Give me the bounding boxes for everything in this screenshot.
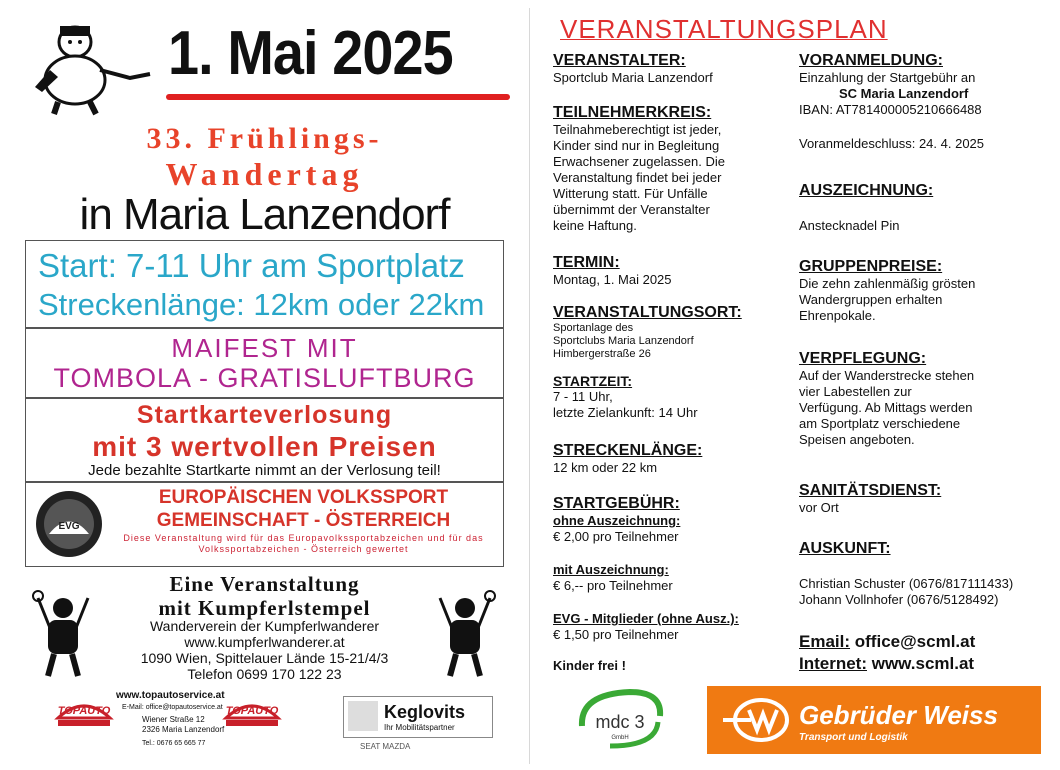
section-veranstalter — [553, 52, 783, 86]
topauto-street: Wiener Straße 12 — [142, 715, 205, 724]
section-verpflegung — [799, 350, 1039, 448]
car-brand-logos: SEAT MAZDA — [360, 742, 411, 751]
internet-label: Internet: — [799, 654, 867, 673]
voranmeldung-heading: VORANMELDUNG: — [799, 52, 943, 69]
topauto-city: 2326 Maria Lanzendorf — [142, 725, 225, 734]
town-title: in Maria Lanzendorf — [79, 190, 450, 239]
auszeichnung-text: Anstecknadel Pin — [799, 218, 900, 233]
mdc-logo-icon — [570, 686, 670, 752]
email-label: Email: — [799, 632, 851, 651]
veranstalter-text: Sportclub Maria Lanzendorf — [553, 70, 713, 85]
auskunft-contact: Christian Schuster (0676/817111433) — [799, 576, 1014, 591]
keglovits-tagline: Ihr Mobilitätspartner — [384, 723, 455, 732]
gruppen-line: Wandergruppen erhalten — [799, 292, 943, 307]
section-auszeichnung — [799, 182, 1039, 234]
section-termin — [553, 254, 783, 288]
page-divider — [529, 8, 530, 764]
email-line — [799, 632, 975, 652]
teilnehmer-line: übernimmt der Veranstalter — [553, 202, 710, 217]
raffle-line-1: Startkarteverlosung — [136, 401, 393, 429]
keglovits-name: Keglovits — [384, 702, 466, 722]
raffle-line-2: mit 3 wertvollen Preisen — [92, 431, 437, 462]
club-name: Wanderverein der Kumpferlwanderer — [149, 618, 380, 634]
edition-line-1: 33. Frühlings- — [146, 122, 383, 155]
gebuehr-heading: STARTGEBÜHR: — [553, 495, 680, 512]
internet-link[interactable]: www.scml.at — [871, 654, 975, 673]
keglovits-sponsor — [343, 696, 493, 738]
section-teilnehmerkreis — [553, 104, 783, 234]
gebrueder-weiss-tagline: Transport und Logistik — [799, 732, 908, 743]
section-gruppenpreise — [799, 258, 1039, 324]
voranmeldung-club: SC Maria Lanzendorf — [839, 86, 969, 101]
veranstalter-heading: VERANSTALTER: — [553, 52, 686, 69]
start-info-box — [25, 240, 504, 328]
maifest-line-1: MAIFEST MIT — [171, 333, 358, 363]
startzeit-heading: STARTZEIT: — [553, 373, 633, 389]
gebrueder-weiss-logo-icon — [721, 696, 791, 744]
sanitaet-text: vor Ort — [799, 500, 839, 515]
mit-auszeichnung-label: mit Auszeichnung: — [553, 562, 669, 577]
teilnehmer-line: keine Haftung. — [553, 218, 637, 233]
voranmeldung-text: Einzahlung der Startgebühr an — [799, 70, 976, 85]
evg-line-2: GEMEINSCHAFT - ÖSTERREICH — [156, 510, 451, 531]
teilnehmer-line: Veranstaltung findet bei jeder — [553, 170, 722, 185]
topauto-logo-icon — [54, 694, 114, 730]
gebrueder-weiss-sponsor — [707, 686, 1041, 754]
sanitaet-heading: SANITÄTSDIENST: — [799, 482, 942, 499]
section-kinder — [553, 658, 783, 674]
ort-line: Himbergerstraße 26 — [553, 348, 651, 360]
mdc-sub: GmbH — [611, 735, 629, 741]
club-address: 1090 Wien, Spittelauer Lände 15-21/4/3 — [140, 650, 389, 666]
plan-title: VERANSTALTUNGSPLAN — [560, 14, 888, 44]
raffle-box — [25, 398, 504, 482]
topauto-email: E-Mail: office@topautoservice.at — [122, 704, 223, 711]
section-auskunft — [799, 540, 1049, 608]
internet-line — [799, 654, 974, 674]
verpflegung-line: Speisen angeboten. — [799, 432, 915, 447]
section-evg-mitglieder — [553, 611, 783, 643]
iban-text: IBAN: AT781400005210666488 — [799, 102, 982, 117]
start-time-text: Start: 7-11 Uhr am Sportplatz — [38, 247, 465, 284]
mit-auszeichnung-price: € 6,-- pro Teilnehmer — [553, 578, 673, 593]
gruppen-line: Die zehn zahlenmäßig grösten — [799, 276, 976, 291]
ort-heading: VERANSTALTUNGSORT: — [553, 304, 742, 321]
club-website: www.kumpferlwanderer.at — [184, 634, 345, 650]
auszeichnung-heading: AUSZEICHNUNG: — [799, 182, 934, 199]
section-veranstaltungsort — [553, 304, 789, 361]
strecke-text: 12 km oder 22 km — [553, 460, 658, 475]
maifest-box — [25, 328, 504, 398]
topauto-phone: Tel.: 0676 65 665 77 — [142, 740, 206, 747]
topauto-logo-icon — [222, 694, 282, 730]
distance-text: Streckenlänge: 12km oder 22km — [38, 287, 485, 322]
evg-line-1: EUROPÄISCHEN VOLKSSPORT — [158, 487, 449, 508]
section-startgebuehr — [553, 495, 783, 545]
kinder-frei-text: Kinder frei ! — [553, 658, 626, 673]
gebrueder-weiss-name: Gebrüder Weiss — [799, 700, 998, 730]
evg-box — [25, 482, 504, 567]
event-title-1: Eine Veranstaltung — [169, 572, 360, 596]
date-underline — [166, 94, 510, 100]
topauto-sponsor — [50, 690, 310, 762]
edition-line-2: Wandertag — [165, 156, 364, 192]
event-date-headline: 1. Mai 2025 — [168, 19, 453, 88]
event-title-2: mit Kumpferlstempel — [158, 596, 371, 620]
ohne-auszeichnung-price: € 2,00 pro Teilnehmer — [553, 529, 679, 544]
section-startzeit — [553, 373, 783, 421]
gruppen-heading: GRUPPENPREISE: — [799, 258, 943, 275]
maifest-line-2: TOMBOLA - GRATISLUFTBURG — [53, 363, 476, 393]
termin-heading: TERMIN: — [553, 254, 620, 271]
teilnehmer-line: Witterung statt. Für Unfälle — [553, 186, 708, 201]
verpflegung-line: Verfügung. Ab Mittags werden — [799, 400, 973, 415]
section-mit-auszeichnung — [553, 562, 783, 594]
mascot-hiker-icon — [30, 22, 160, 117]
evg-logo-text: EVG — [58, 521, 80, 532]
teilnehmer-line: Teilnahmeberechtigt ist jeder, — [553, 122, 722, 137]
evg-mitglieder-label: EVG - Mitglieder (ohne Ausz.): — [553, 611, 739, 626]
strecke-heading: STRECKENLÄNGE: — [553, 442, 703, 459]
termin-text: Montag, 1. Mai 2025 — [553, 272, 672, 287]
email-link[interactable]: office@scml.at — [854, 632, 976, 651]
topauto-name: TOPAUTO — [225, 705, 279, 717]
auskunft-heading: AUSKUNFT: — [799, 540, 891, 557]
evg-line-3: Diese Veranstaltung wird für das Europavolkssportabzeichen und für das — [123, 533, 484, 543]
club-phone: Telefon 0699 170 122 23 — [187, 666, 342, 682]
teilnehmer-line: Kinder sind nur in Begleitung — [553, 138, 720, 153]
ort-line: Sportclubs Maria Lanzendorf — [553, 335, 694, 347]
verpflegung-heading: VERPFLEGUNG: — [799, 350, 927, 367]
section-voranmeldung — [799, 52, 1039, 152]
ohne-auszeichnung-label: ohne Auszeichnung: — [553, 513, 681, 528]
teilnehmer-line: Erwachsener zugelassen. Die — [553, 154, 725, 169]
ort-line: Sportanlage des — [553, 322, 634, 334]
startzeit-line: letzte Zielankunft: 14 Uhr — [553, 405, 698, 420]
evg-mitglieder-price: € 1,50 pro Teilnehmer — [553, 627, 679, 642]
auskunft-contact: Johann Vollnhofer (0676/5128492) — [799, 592, 999, 607]
evg-line-4: Volkssportabzeichen - Österreich gewertet — [198, 544, 409, 554]
voranmeldeschluss-text: Voranmeldeschluss: 24. 4. 2025 — [799, 136, 985, 151]
verpflegung-line: vier Labestellen zur — [799, 384, 912, 399]
gruppen-line: Ehrenpokale. — [799, 308, 876, 323]
topauto-url: www.topautoservice.at — [116, 690, 225, 701]
verpflegung-line: am Sportplatz verschiedene — [799, 416, 961, 431]
section-sanitaetsdienst — [799, 482, 1039, 516]
startzeit-line: 7 - 11 Uhr, — [553, 389, 613, 404]
keglovits-logo-icon — [348, 701, 378, 731]
topauto-name: TOPAUTO — [57, 705, 111, 717]
mdc-name: mdc 3 — [595, 712, 645, 732]
evg-logo-icon — [34, 489, 104, 559]
verpflegung-line: Auf der Wanderstrecke stehen — [799, 368, 975, 383]
section-streckenlaenge — [553, 442, 783, 476]
teilnehmer-heading: TEILNEHMERKREIS: — [553, 104, 712, 121]
raffle-line-3: Jede bezahlte Startkarte nimmt an der Verlosung teil! — [88, 462, 441, 479]
